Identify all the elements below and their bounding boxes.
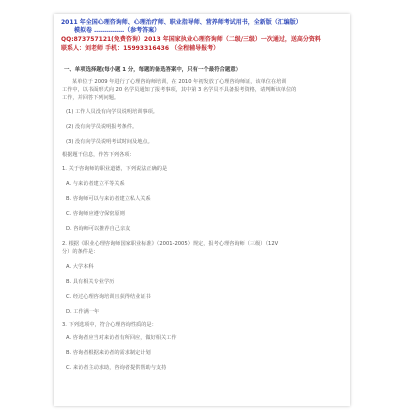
answer-option: D. 咨询师可以推荐自己亲友: [66, 226, 131, 232]
header-line-1: 2011 年全国心理咨询师、心理治疗师、职业指导师、营养师考试用书，全新版（汇编版）: [61, 19, 302, 26]
section-title: 一、单项选择题(每小题 1 分，每题的备选答案中，只有一个最符合题意）: [64, 67, 242, 73]
answer-option: A. 与来访者建立平等关系: [66, 181, 125, 187]
question-stem: 分）的条件是：: [62, 249, 99, 255]
answer-option: C. 咨询师应遵守保密原则: [66, 211, 125, 217]
answer-option: C. 经过心理咨询培训且获得结业证书: [66, 294, 151, 300]
question-stem: 3. 下列选项中，符合心理咨询性质的是：: [62, 322, 157, 328]
answer-option: B. 具有相关专业学历: [66, 279, 115, 285]
header-line-4: 联系人：刘老师 手机：15993316436 （全程辅导报考）: [61, 45, 220, 52]
case-intro-line: 工作，并回答下列问题。: [62, 95, 120, 101]
case-point: (3) 没有向学员说明考试时间及地点。: [66, 139, 153, 145]
answer-option: A. 咨询者应当对来访者有所回应，做好相关工作: [66, 335, 177, 341]
case-intro-line: 某单位于 2009 年进行了心理咨询师培训，在 2010 年初发放了心理咨询师证，该单位在培训: [72, 79, 287, 85]
case-lead: 根据题干信息，作答下列各项：: [62, 152, 135, 158]
question-stem: 1. 关于咨询师的职业道德，下列说法正确的是: [62, 166, 168, 172]
answer-option: A. 大学本科: [66, 264, 94, 270]
answer-option: B. 咨询者根据来访者的需求制定计划: [66, 350, 151, 356]
answer-option: B. 咨询师可以与来访者建立私人关系: [66, 196, 151, 202]
document-page: [54, 14, 350, 406]
answer-option: D. 工作满一年: [66, 309, 100, 315]
question-stem: 2. 根据《职业心理咨询师国家职业标准》（2001-2005）规定，报考心理咨询师（三级）（12V: [62, 241, 279, 247]
document-body: [62, 78, 342, 372]
header-line-2: 模拟卷 ……………（参考答案）: [74, 27, 161, 34]
answer-option: C. 来访者主动求助，咨询者提供帮助与支持: [66, 365, 167, 371]
case-point: (2) 没有向学员说明报考条件。: [66, 124, 138, 130]
header-line-3: QQ:873757121(免费咨询）2013 年国家执业心理咨询师（二级/三级）一次通过，送高分资料: [61, 36, 321, 43]
case-intro-line: 工作中，以书面形式向 20 名学员通知了报考事项，其中第 3 名学员不具备报考资格，请判断该单位的: [62, 87, 297, 93]
case-point: (1) 工作人员没有向学员说明培训事项。: [66, 109, 158, 115]
